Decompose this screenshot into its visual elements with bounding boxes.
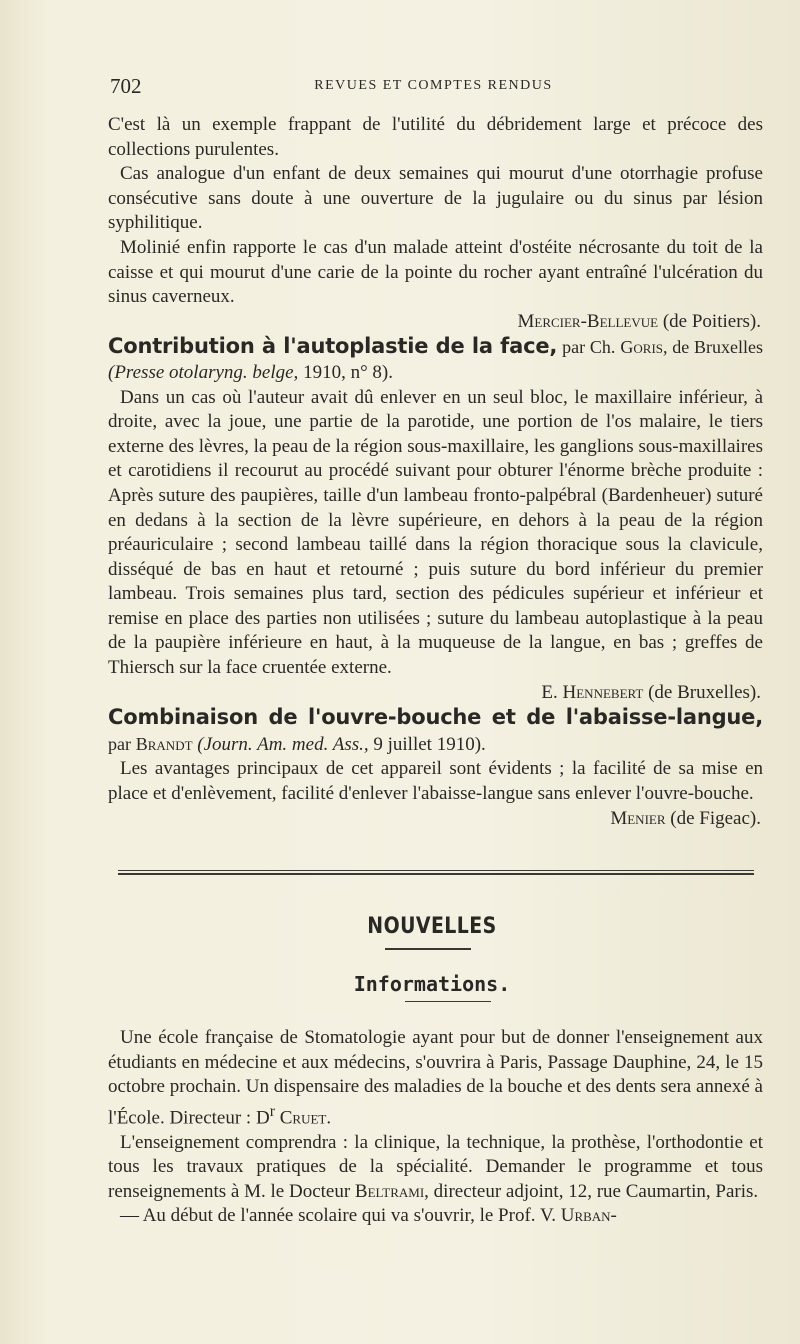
article1-signature [108,310,763,335]
news-para-1-sup: r [269,1102,275,1120]
news-para-3-text: — Au début de l'année scolaire qui va s'ouvrir, le Prof. V. [120,1205,556,1227]
subsection-title-rule [405,1001,491,1002]
article2-title: Contribution à l'autoplastie de la face, [108,334,558,359]
article2-journal-ref: 1910, n° 8). [303,361,393,383]
article1-para-2: Cas analogue d'un enfant de deux semaines qui mourut d'une otorrhagie profuse consécutive sans doute à une ouverture de la jugulaire ou du sinus par lésion syphilitique. [108,163,763,234]
section-title-rule [385,948,471,950]
article2-author: Goris [620,337,664,358]
article1-para-3: Molinié enfin rapporte le cas d'un malade atteint d'ostéite nécrosante du toit de la caisse et qui mourut d'une carie de la pointe du rocher ayant entraîné l'ulcération du sinus caverneux. [108,236,763,308]
article3-signature [108,807,763,832]
article2-author-suffix: , de Bruxelles [663,337,763,358]
news-para-3-name: Urban- [560,1205,617,1227]
news-para-2-name: Beltrami [354,1180,425,1202]
running-head: REVUES ET COMPTES RENDUS [314,78,553,93]
article1-para-1: C'est là un exemple frappant de l'utilité du débridement large et précoce des collections purulentes. [108,114,763,160]
article3-heading-line [108,705,763,757]
article3-journal-ref: 9 juillet 1910). [373,733,486,755]
subsection-title: Informations. [353,972,511,996]
article2-signature-name: E. Hennebert [541,681,644,703]
article3-signature-name: Menier [610,807,666,829]
news-para-1 [108,1026,763,1131]
article1-signature-name: Mercier-Bellevue [517,310,659,332]
article2-signature [108,681,763,706]
section-divider [118,870,754,875]
page-number: 702 [110,74,142,98]
news-para-3 [108,1204,763,1229]
article3-author: Brandt [135,733,193,754]
news-para-1-name: Cruet [279,1107,327,1129]
article2-journal: (Presse otolaryng. belge, [108,361,299,383]
news-para-2 [108,1131,763,1205]
section-title: NOUVELLES [367,914,497,939]
divider-thick-rule [118,873,754,875]
news-para-1-text: Une école française de Stomatologie ayant pour but de donner l'enseignement aux étudiants en médecine et aux médecins, s'ouvrira à Paris, Passage Dauphine, 24, le 15 octobre prochain. Un dispensaire des maladies de la bouche et des dents sera annexé à l'École. Directeur : D [108,1027,763,1129]
article3-body: Les avantages principaux de cet appareil sont évidents ; la facilité de sa mise en place et d'enlèvement, facilité d'enlever l'abaisse-langue sans enlever l'ouvre-bouche. [108,758,763,805]
article2-by: par Ch. [562,337,616,358]
article2-body: Dans un cas où l'auteur avait dû enlever en un seul bloc, le maxillaire inférieur, à droite, avec la joue, une partie de la parotide, une portion de l'os malaire, le tiers externe des lèvres, la peau de la région sous-maxillaire, les ganglions sous-maxillaires et carotidiens il recourut au procédé suivant pour obturer l'énorme brèche produite : Après suture des paupières, taille d'un lambeau fronto-palpébral (Bardenheuer) suturé en dedans à la section de la lèvre supérieure, en dehors à la peau de la région préauriculaire ; second lambeau taillé dans la région thoracique sous la clavicule, disséqué de bas en haut et retourné ; puis suture du bord inférieur du premier lambeau. Trois semaines plus tard, section des pédicules supérieur et inférieur et remise en place des parties non utilisées ; suture du lambeau autoplastique à la peau de la paupière inférieure en haut, à la muqueuse de la langue, en bas ; greffes de Thiersch sur la face cruentée externe. [108,386,763,679]
article1-signature-place: (de Poitiers). [662,310,761,332]
article2-heading-line [108,334,763,385]
news-para-2-text: L'enseignement comprendra : la clinique, la technique, la prothèse, l'orthodontie et tous les travaux pratiques de la spécialité. Demander le programme et tous renseignements à M. le Docteur [108,1131,763,1202]
article2-signature-place: (de Bruxelles). [648,681,761,703]
article3-by: par [108,733,131,754]
article3-signature-place: (de Figeac). [670,807,761,829]
article3-title: Combinaison de l'ouvre-bouche et de l'abaisse-langue, [108,705,763,730]
page-header [106,72,761,102]
news-column [108,1026,763,1229]
article3-journal: (Journ. Am. med. Ass., [197,733,369,755]
news-para-1-end: . [326,1107,332,1129]
divider-thin-rule [118,870,754,871]
review-column [108,113,763,831]
news-para-2-end: , directeur adjoint, 12, rue Caumartin, Paris. [424,1180,759,1202]
